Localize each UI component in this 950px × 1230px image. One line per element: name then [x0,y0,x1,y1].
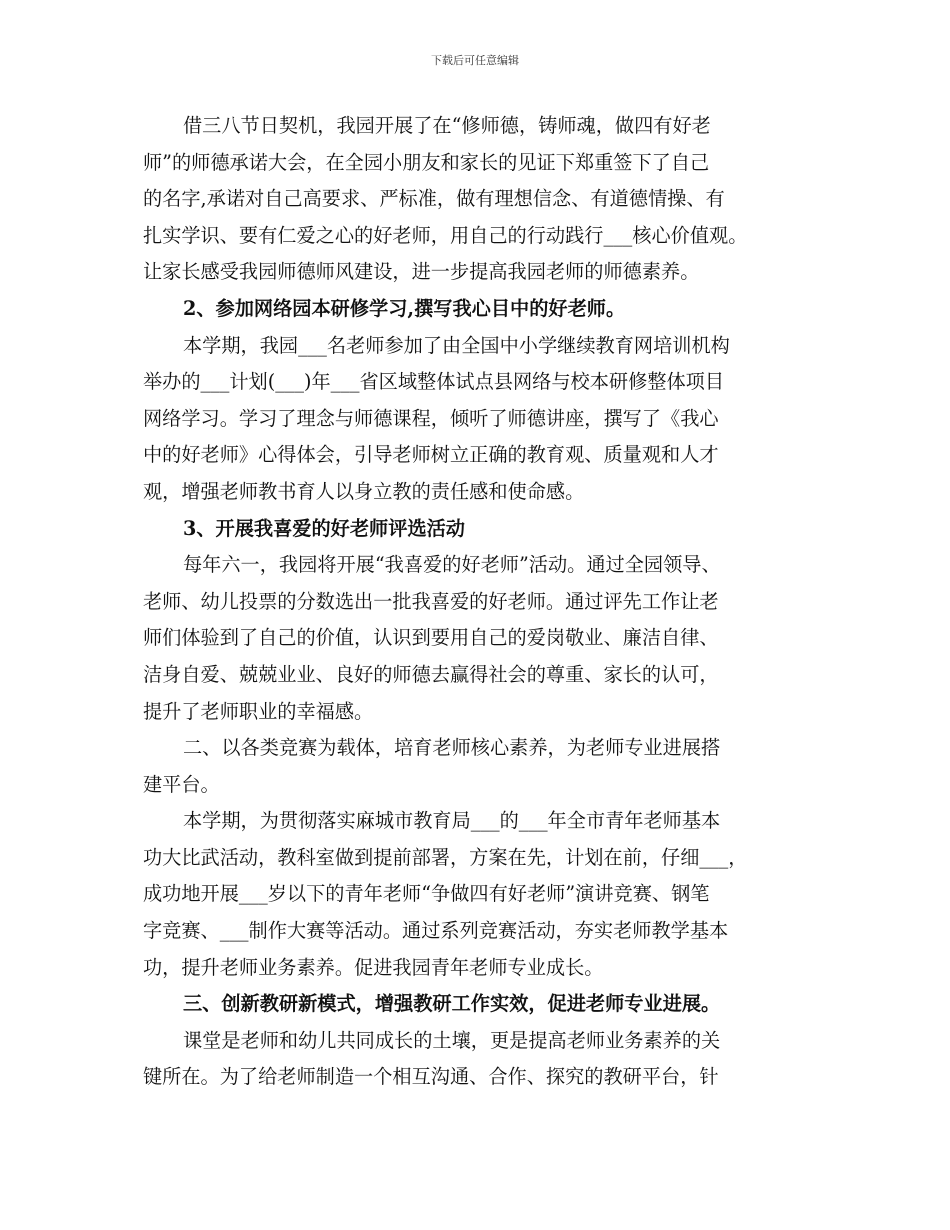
paragraph-line: 建平台。 [143,772,220,796]
paragraph-line: 键所在。为了给老师制造一个相互沟通、合作、探究的教研平台，针 [143,1065,719,1089]
section-heading: 3、开展我喜爱的好老师评选活动 [183,516,465,540]
paragraph-line: 观，增强老师教书育人以身立教的责任感和使命感。 [143,479,585,503]
paragraph-line: 字竞赛、___制作大赛等活动。通过系列竞赛活动，夯实老师教学基本 [143,919,729,943]
paragraph-line: 中的好老师》心得体会，引导老师树立正确的教育观、质量观和人才 [143,443,719,467]
paragraph-line: 举办的___计划(___)年___省区域整体试点县网络与校本研修整体项目 [143,370,725,394]
paragraph-line: 课堂是老师和幼儿共同成长的土壤，更是提高老师业务素养的关 [183,1028,721,1052]
paragraph-line: 扎实学识、要有仁爱之心的好老师，用自己的行动践行___核心价值观。 [143,223,748,247]
paragraph-line: 提升了老师职业的幸福感。 [143,699,374,723]
paragraph-line: 师”的师德承诺大会，在全园小朋友和家长的见证下郑重签下了自己 [143,150,710,174]
paragraph-line: 每年六一，我园将开展“我喜爱的好老师”活动。通过全园领导、 [183,553,721,577]
document-body [143,108,823,1096]
paragraph-line: 让家长感受我园师德师风建设，进一步提高我园老师的师德素养。 [143,260,700,284]
section-heading: 三、创新教研新模式，增强教研工作实效，促进老师专业进展。 [183,992,721,1016]
paragraph-line: 洁身自爱、兢兢业业、良好的师德去赢得社会的尊重、家长的认可， [143,662,719,686]
paragraph-line: 老师、幼儿投票的分数选出一批我喜爱的好老师。通过评先工作让老 [143,589,719,613]
paragraph-line: 借三八节日契机，我园开展了在“修师德，铸师魂，做四有好老 [183,114,711,137]
paragraph-line: 本学期，我园___名老师参加了由全国中小学继续教育网培训机构 [183,333,730,357]
paragraph-line: 网络学习。学习了理念与师德课程，倾听了师德讲座，撰写了《我心 [143,406,719,430]
page-header: 下载后可任意编辑 [431,54,519,67]
paragraph-line: 的名字,承诺对自己高要求、严标准，做有理想信念、有道德情操、有 [143,187,725,211]
paragraph-line: 功，提升老师业务素养。促进我园青年老师专业成长。 [143,955,604,979]
section-heading: 2、参加网络园本研修学习,撰写我心目中的好老师。 [183,296,626,320]
paragraph-line: 师们体验到了自己的价值，认识到要用自己的爱岗敬业、廉洁自律、 [143,626,719,650]
paragraph-line: 本学期，为贯彻落实麻城市教育局___的___年全市青年老师基本 [183,809,721,833]
paragraph-line: 功大比武活动，教科室做到提前部署，方案在先，计划在前，仔细___， [143,845,748,869]
paragraph-line: 成功地开展___岁以下的青年老师“争做四有好老师”演讲竞赛、钢笔 [143,882,710,906]
paragraph-line: 二、以各类竞赛为载体，培育老师核心素养，为老师专业进展搭 [183,736,721,760]
